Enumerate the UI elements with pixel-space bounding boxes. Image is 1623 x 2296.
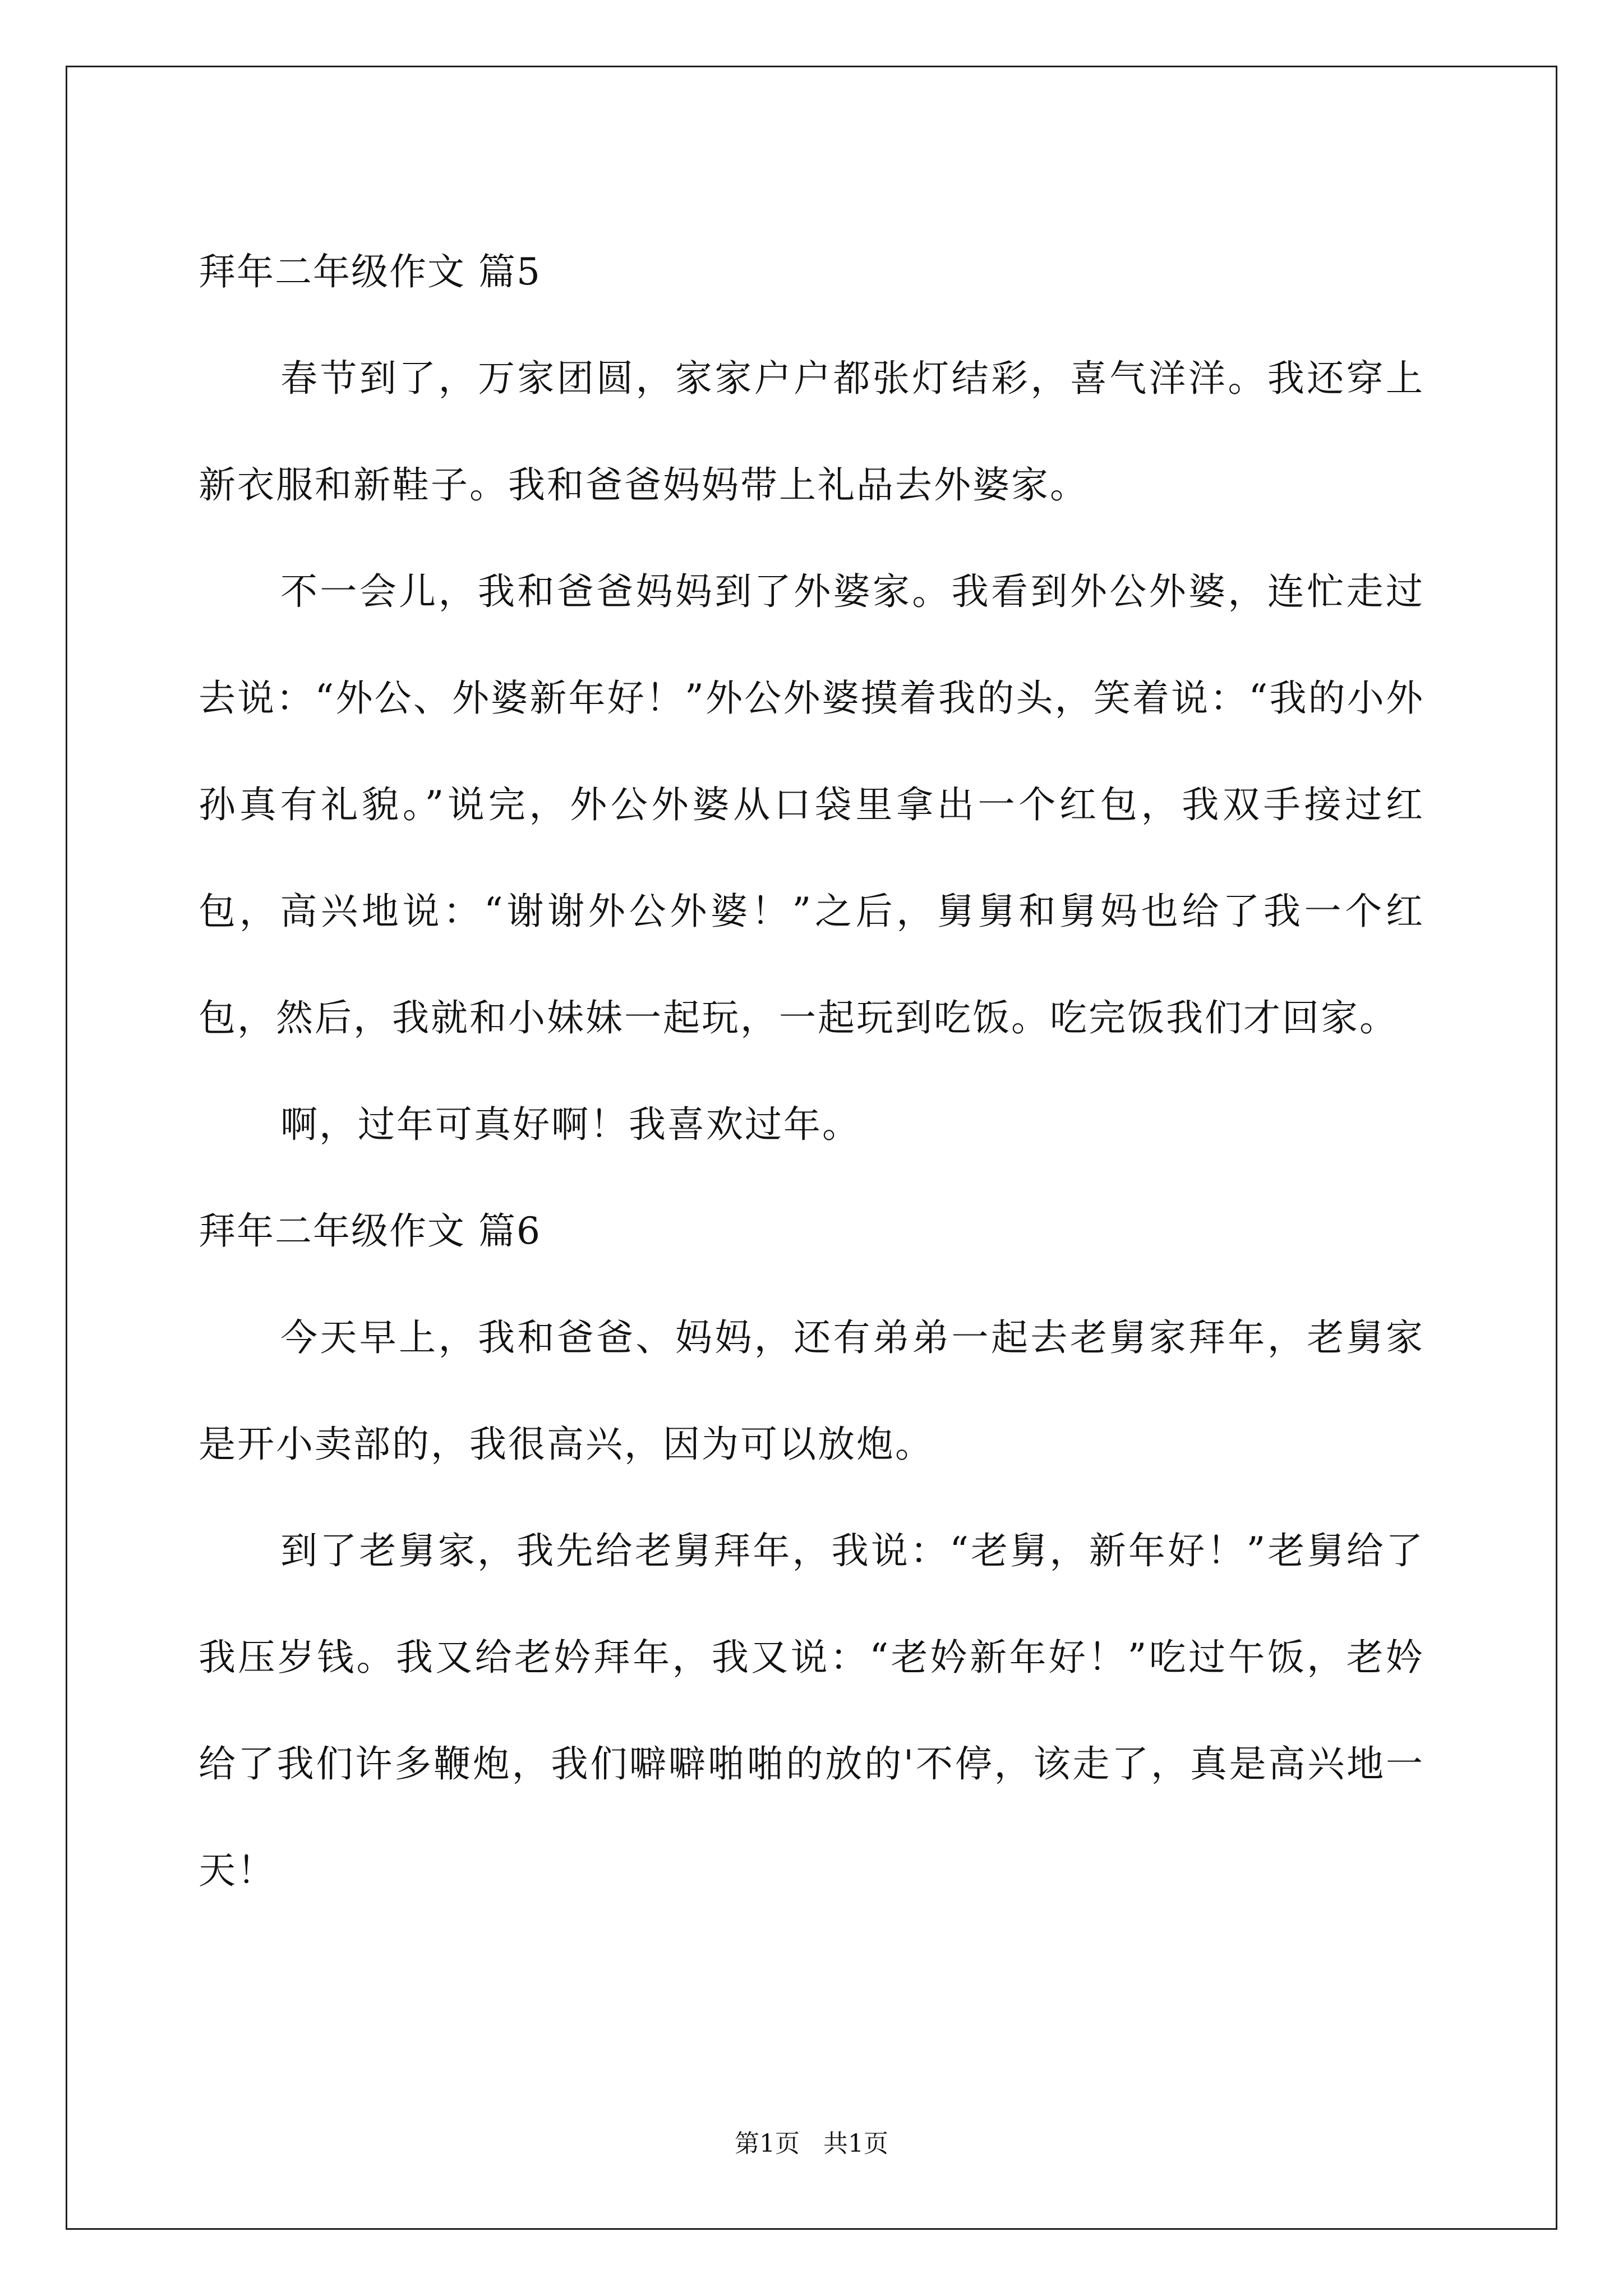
- paragraph: 不一会儿，我和爸爸妈妈到了外婆家。我看到外公外婆，连忙走过去说：“外公、外婆新年好！”外公外婆摸着我的头，笑着说：“我的小外孙真有礼貌。”说完，外公外婆从口袋里拿出一个红包，我双手接过红包，高兴地说：“谢谢外公外婆！”之后，舅舅和舅妈也给了我一个红包，然后，我就和小妹妹一起玩，一起玩到吃饭。吃完饭我们才回家。: [199, 570, 1424, 1039]
- paragraph: 啊，过年可真好啊！我喜欢过年。: [280, 1103, 861, 1146]
- page-footer: 第1页 共1页: [735, 2129, 888, 2158]
- paragraph: 今天早上，我和爸爸、妈妈，还有弟弟一起去老舅家拜年，老舅家是开小卖部的，我很高兴，因为可以放炮。: [199, 1316, 1424, 1466]
- paragraph: 到了老舅家，我先给老舅拜年，我说：“老舅，新年好！”老舅给了我压岁钱。我又给老妗拜年，我又说：“老妗新年好！”吃过午饭，老妗给了我们许多鞭炮，我们噼噼啪啪的放的'不停，该走了，真是高兴地一天！: [199, 1529, 1424, 1892]
- section-heading: 拜年二年级作文 篇6: [199, 1209, 541, 1253]
- document-body: [199, 219, 1424, 1924]
- paragraph: 春节到了，万家团圆，家家户户都张灯结彩，喜气洋洋。我还穿上新衣服和新鞋子。我和爸爸妈妈带上礼品去外婆家。: [199, 357, 1424, 507]
- section-heading: 拜年二年级作文 篇5: [199, 250, 541, 293]
